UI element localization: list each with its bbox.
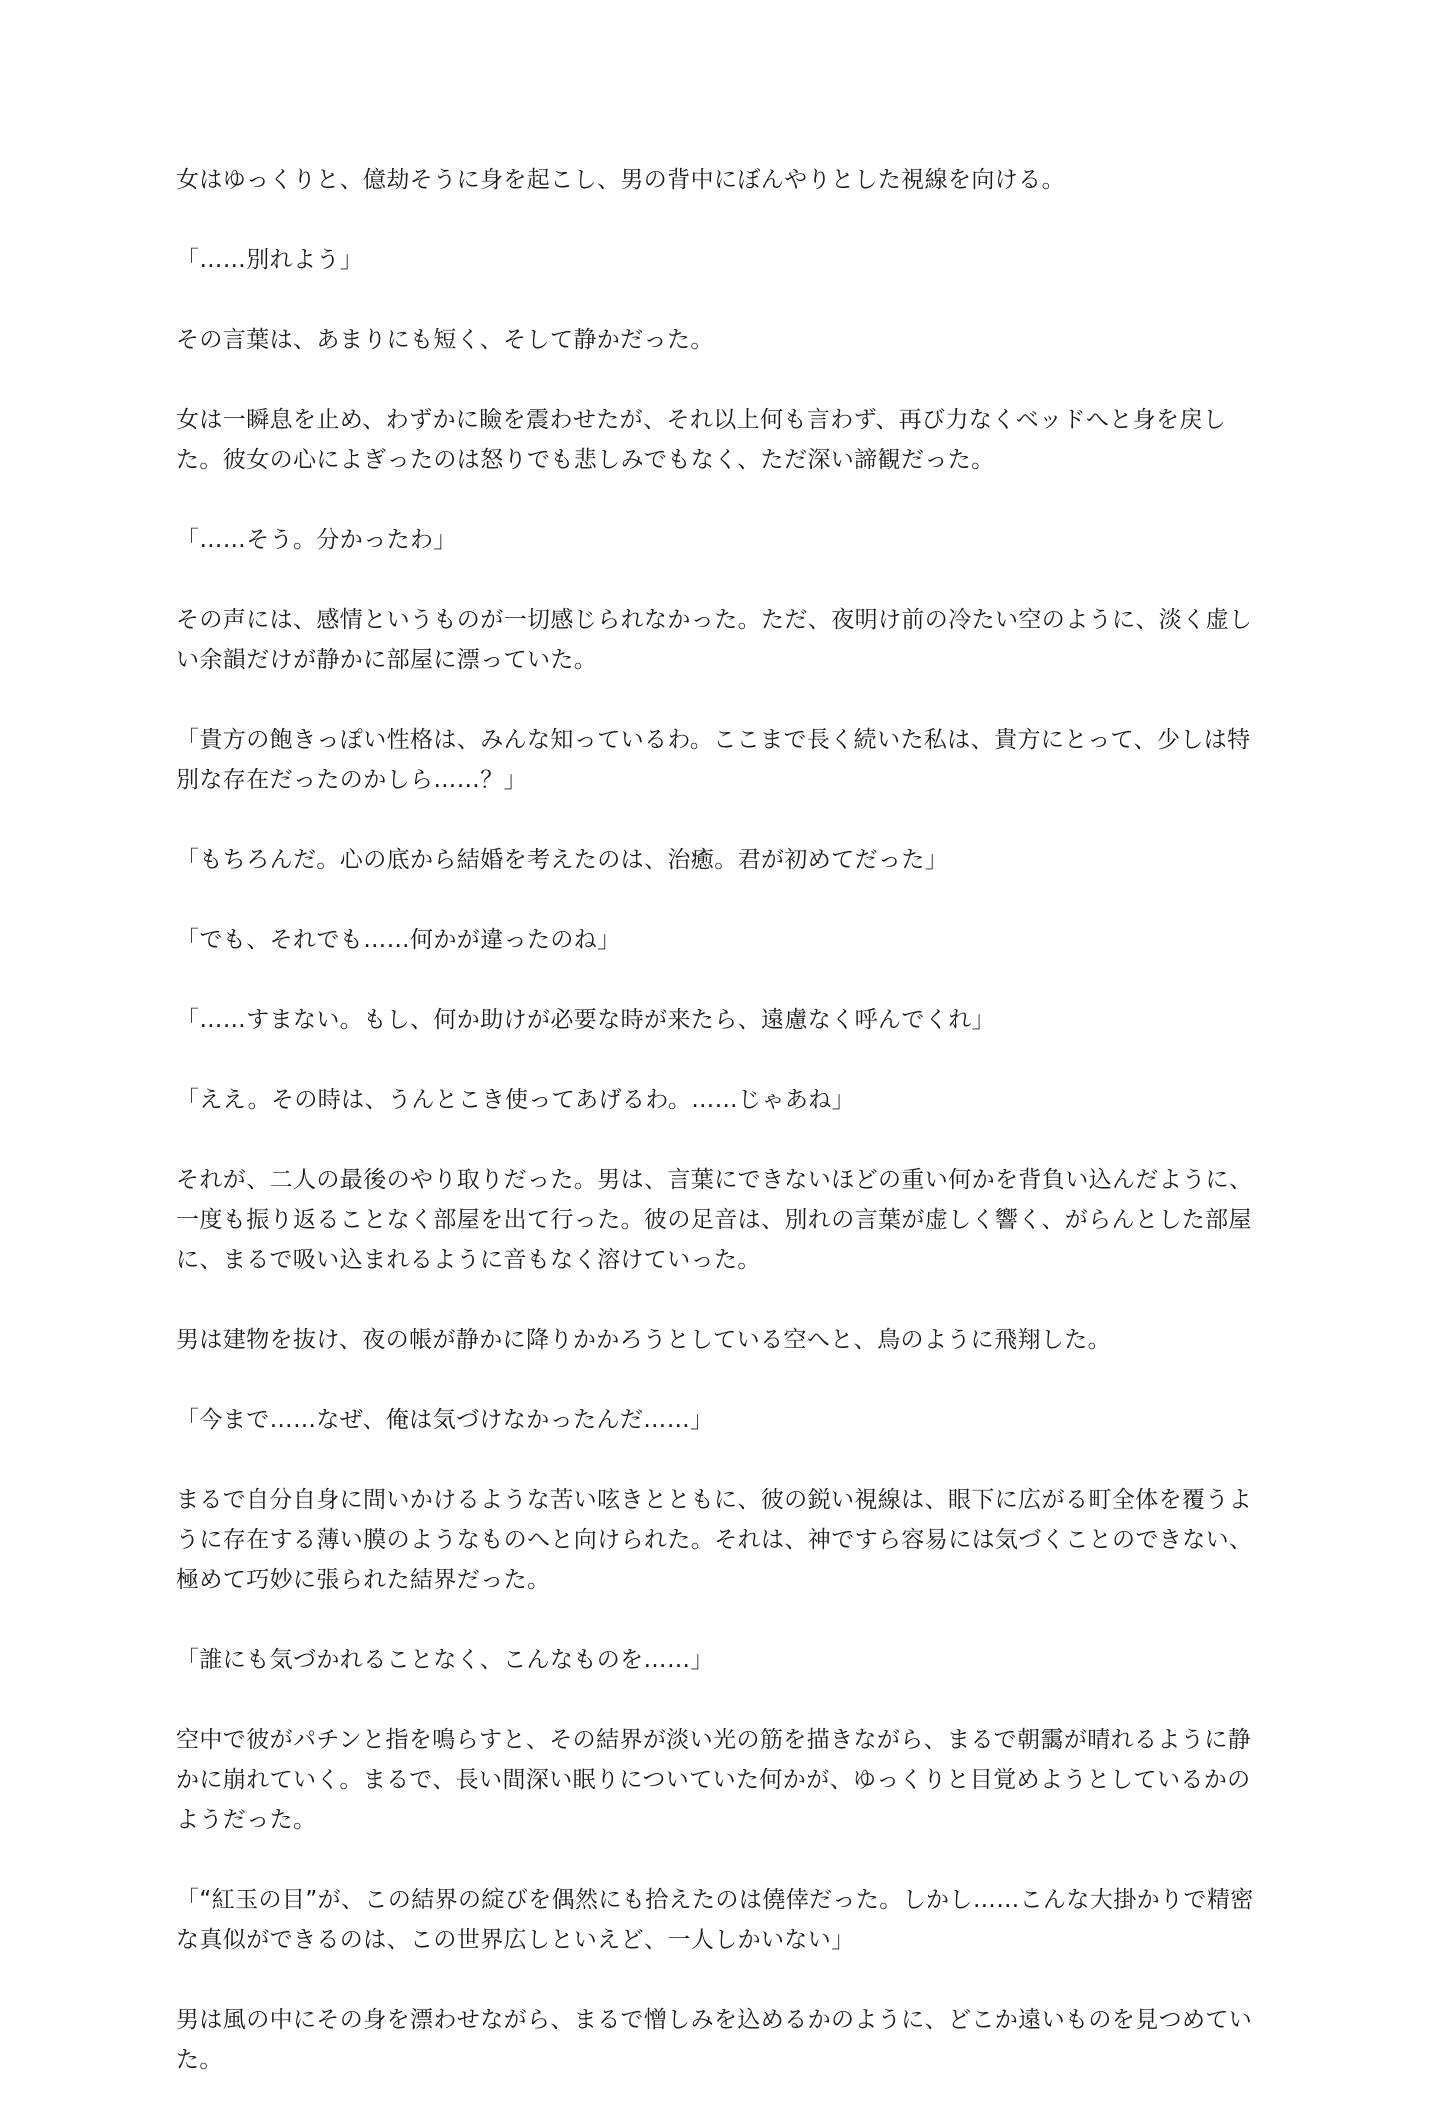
paragraph: 「……そう。分かったわ」 — [176, 527, 457, 553]
paragraph: 女は一瞬息を止め、わずかに瞼を震わせたが、それ以上何も言わず、再び力なくベッドへと身を戻した。彼女の心によぎったのは怒りでも悲しみでもなく、ただ深い諦観だった。 — [176, 407, 1227, 473]
paragraph: その言葉は、あまりにも短く、そして静かだった。 — [176, 327, 714, 353]
body-text — [176, 160, 1261, 2120]
paragraph: 「誰にも気づかれることなく、こんなものを……」 — [176, 1647, 714, 1673]
paragraph: その声には、感情というものが一切感じられなかった。ただ、夜明け前の冷たい空のように、淡く虚しい余韻だけが静かに部屋に漂っていた。 — [176, 607, 1253, 673]
paragraph: 女はゆっくりと、億劫そうに身を起こし、男の背中にぼんやりとした視線を向ける。 — [176, 167, 1065, 193]
paragraph: 「“紅玉の目”が、この結界の綻びを偶然にも拾えたのは僥倖だった。しかし……こんな大掛かりで精密な真似ができるのは、この世界広しといえど、一人しかいない」 — [176, 1887, 1254, 1953]
paragraph: 「貴方の飽きっぽい性格は、みんな知っているわ。ここまで長く続いた私は、貴方にとって、少しは特別な存在だったのかしら……？」 — [176, 727, 1251, 793]
paragraph: 「でも、それでも……何かが違ったのね」 — [176, 927, 621, 953]
paragraph: 「……すまない。もし、何か助けが必要な時が来たら、遠慮なく呼んでくれ」 — [176, 1007, 995, 1033]
paragraph: 男は風の中にその身を漂わせながら、まるで憎しみを込めるかのように、どこか遠いものを見つめていた。 — [176, 2007, 1253, 2073]
paragraph: 「ええ。その時は、うんとこき使ってあげるわ。……じゃあね」 — [176, 1087, 856, 1113]
paragraph: 空中で彼がパチンと指を鳴らすと、その結界が淡い光の筋を描きながら、まるで朝靄が晴れるように静かに崩れていく。まるで、長い間深い眠りについていた何かが、ゆっくりと目覚めようとしているかのようだった。 — [176, 1727, 1252, 1833]
paragraph: 男は建物を抜け、夜の帳が静かに降りかかろうとしている空へと、鳥のように飛翔した。 — [176, 1327, 1112, 1353]
paragraph: 「……別れよう」 — [176, 247, 364, 273]
paragraph: まるで自分自身に問いかけるような苦い呟きとともに、彼の鋭い視線は、眼下に広がる町全体を覆うように存在する薄い膜のようなものへと向けられた。それは、神ですら容易には気づくことのできない、極めて巧妙に張られた結界だった。 — [176, 1487, 1253, 1593]
paragraph: 「今まで……なぜ、俺は気づけなかったんだ……」 — [176, 1407, 714, 1433]
paragraph: 「もちろんだ。心の底から結婚を考えたのは、治癒。君が初めてだった」 — [176, 847, 949, 873]
paragraph: それが、二人の最後のやり取りだった。男は、言葉にできないほどの重い何かを背負い込んだように、一度も振り返ることなく部屋を出て行った。彼の足音は、別れの言葉が虚しく響く、がらんとした部屋に、まるで吸い込まれるように音もなく溶けていった。 — [176, 1167, 1253, 1273]
